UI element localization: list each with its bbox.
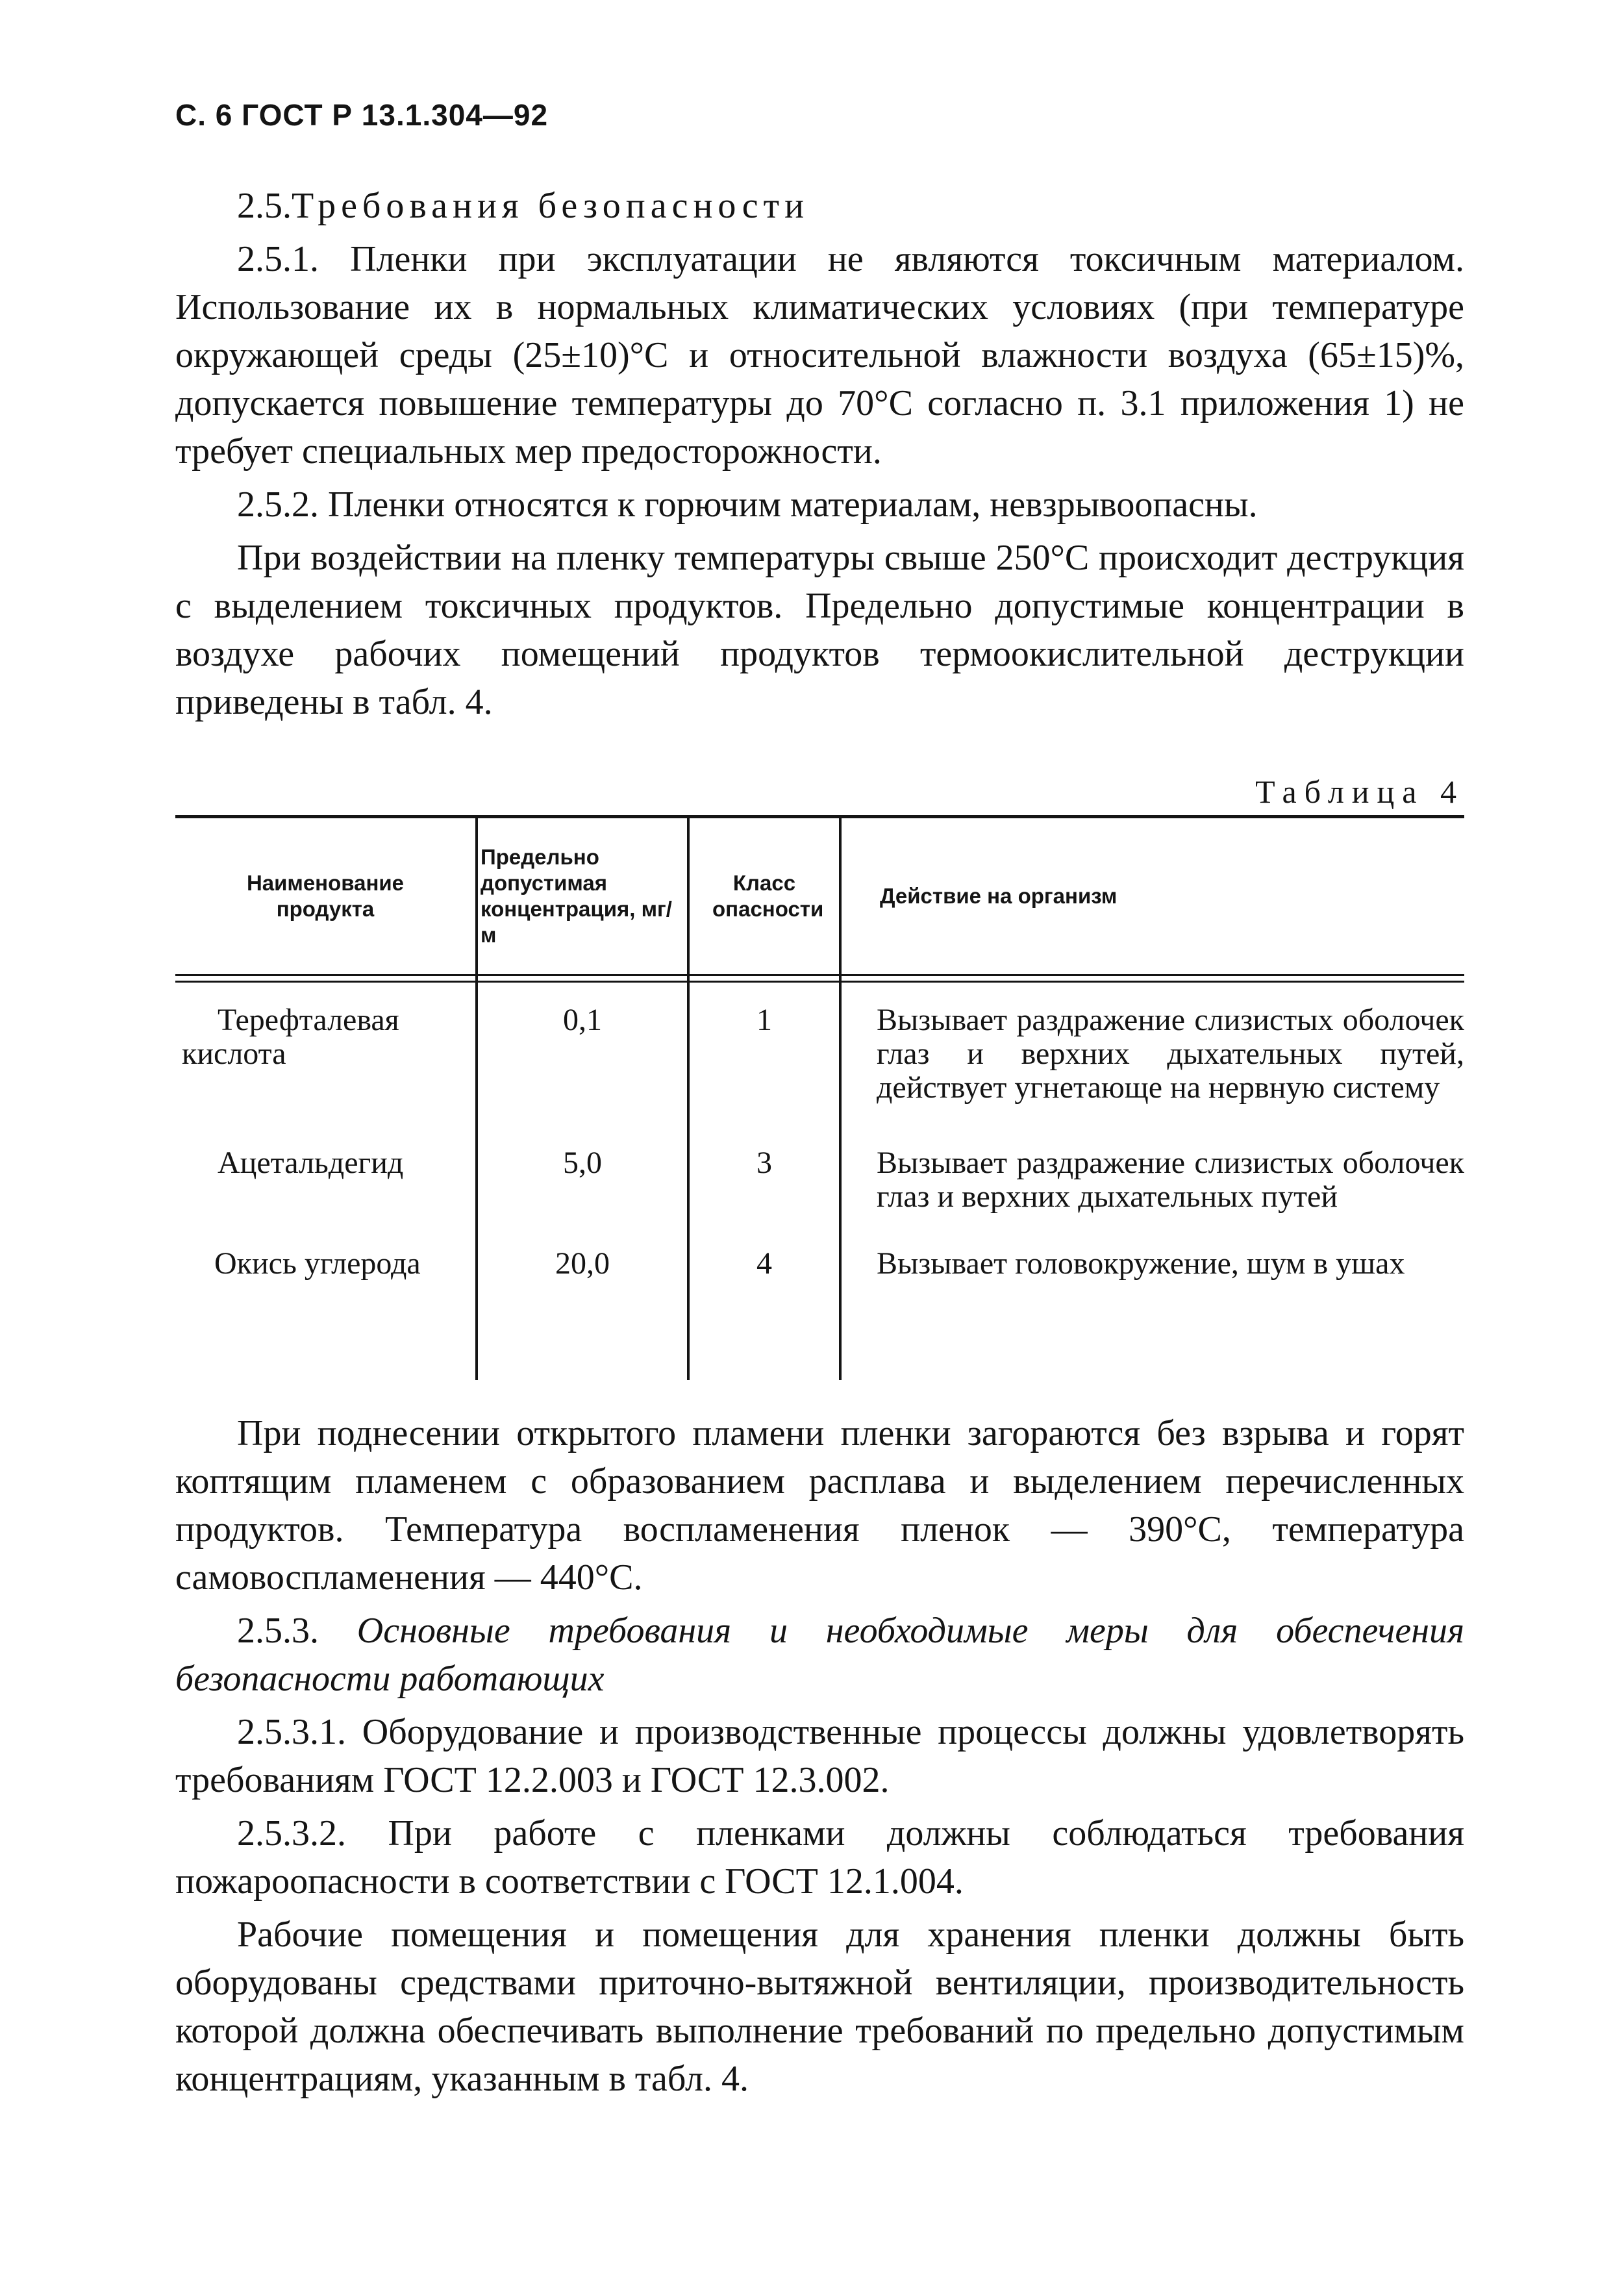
running-header: С. 6 ГОСТ Р 13.1.304—92 bbox=[175, 98, 549, 132]
column-divider bbox=[475, 818, 478, 1380]
paragraph-destruction: При воздействии на пленку температуры свыше 250°С происходит деструкция с выделением токсичных продуктов. Предельно допустимые концентрации в воздухе рабочих помещений продуктов термоокислительной деструкции приведены в табл. 4. bbox=[175, 538, 1464, 722]
cell-concentration: 5,0 bbox=[563, 1146, 602, 1180]
toxic-products-table bbox=[175, 815, 1464, 1380]
section-after-table bbox=[175, 1409, 1464, 2108]
paragraph-flame: При поднесении открытого пламени пленки загораются без взрыва и горят коптящим пламенем с образованием расплава и выделением перечисленных продуктов. Температура воспламенения пленок — 390°С, температура самовоспламенения — 440°С. bbox=[175, 1413, 1464, 1598]
section-title-number: 2.5. bbox=[237, 186, 292, 226]
paragraph-2-5-2: 2.5.2. Пленки относятся к горючим материалам, невзрывоопасны. bbox=[237, 484, 1258, 525]
cell-name: Терефталевая кислота bbox=[182, 1003, 399, 1071]
paragraph-2-5-1: 2.5.1. Пленки при эксплуатации не являются токсичным материалом. Использование их в нормальных климатических условиях (при температуре окружающей среды (25±10)°С и относительной влажности воздуха (65±15)%, допускается повышение температуры до 70°С согласно п. 3.1 приложения 1) не требует специальных мер предосторожности. bbox=[175, 239, 1464, 471]
subsection-title: Основные требования и необходимые меры для обеспечения безопасности работающих bbox=[175, 1611, 1464, 1699]
table-header-rule-double bbox=[175, 981, 1464, 983]
column-divider bbox=[839, 818, 842, 1380]
cell-effect: Вызывает раздражение слизистых оболочек глаз и верхних дыхательных путей bbox=[877, 1146, 1464, 1214]
paragraph-2-5-3 bbox=[175, 1607, 1464, 1703]
cell-concentration: 0,1 bbox=[563, 1003, 602, 1037]
header-concentration: Предельно допустимая концентрация, мг/м bbox=[481, 845, 672, 947]
section-title-text: Требования безопасности bbox=[292, 186, 810, 226]
header-hazard-class: Класс опасности bbox=[712, 871, 824, 921]
cell-concentration: 20,0 bbox=[555, 1246, 610, 1281]
section-title bbox=[175, 182, 1464, 230]
section-2-5 bbox=[175, 182, 1464, 731]
cell-name: Ацетальдегид bbox=[218, 1146, 404, 1180]
paragraph-ventilation: Рабочие помещения и помещения для хранения пленки должны быть оборудованы средствами приточно-вытяжной вентиляции, производительность которой должна обеспечивать выполнение требований по предельно допустимым концентрациям, указанным в табл. 4. bbox=[175, 1915, 1464, 2099]
table-header-rule bbox=[175, 974, 1464, 976]
header-name: Наименование продукта bbox=[246, 871, 405, 921]
subsection-number: 2.5.3. bbox=[237, 1611, 319, 1651]
table-caption: Таблица 4 bbox=[1255, 773, 1464, 810]
paragraph-2-5-3-2: 2.5.3.2. При работе с пленками должны соблюдаться требования пожароопасности в соответствии с ГОСТ 12.1.004. bbox=[175, 1813, 1464, 1902]
paragraph-2-5-3-1: 2.5.3.1. Оборудование и производственные процессы должны удовлетворять требованиям ГОСТ 12.2.003 и ГОСТ 12.3.002. bbox=[175, 1712, 1464, 1800]
cell-hazard-class: 4 bbox=[756, 1246, 772, 1281]
cell-hazard-class: 1 bbox=[756, 1003, 772, 1037]
cell-effect: Вызывает раздражение слизистых оболочек глаз и верхних дыхательных путей, действует угнетающе на нервную систему bbox=[877, 1003, 1464, 1105]
cell-effect: Вызывает головокружение, шум в ушах bbox=[877, 1246, 1405, 1281]
cell-hazard-class: 3 bbox=[756, 1146, 772, 1180]
cell-name: Окись углерода bbox=[214, 1246, 421, 1281]
header-effect: Действие на организм bbox=[880, 884, 1118, 908]
